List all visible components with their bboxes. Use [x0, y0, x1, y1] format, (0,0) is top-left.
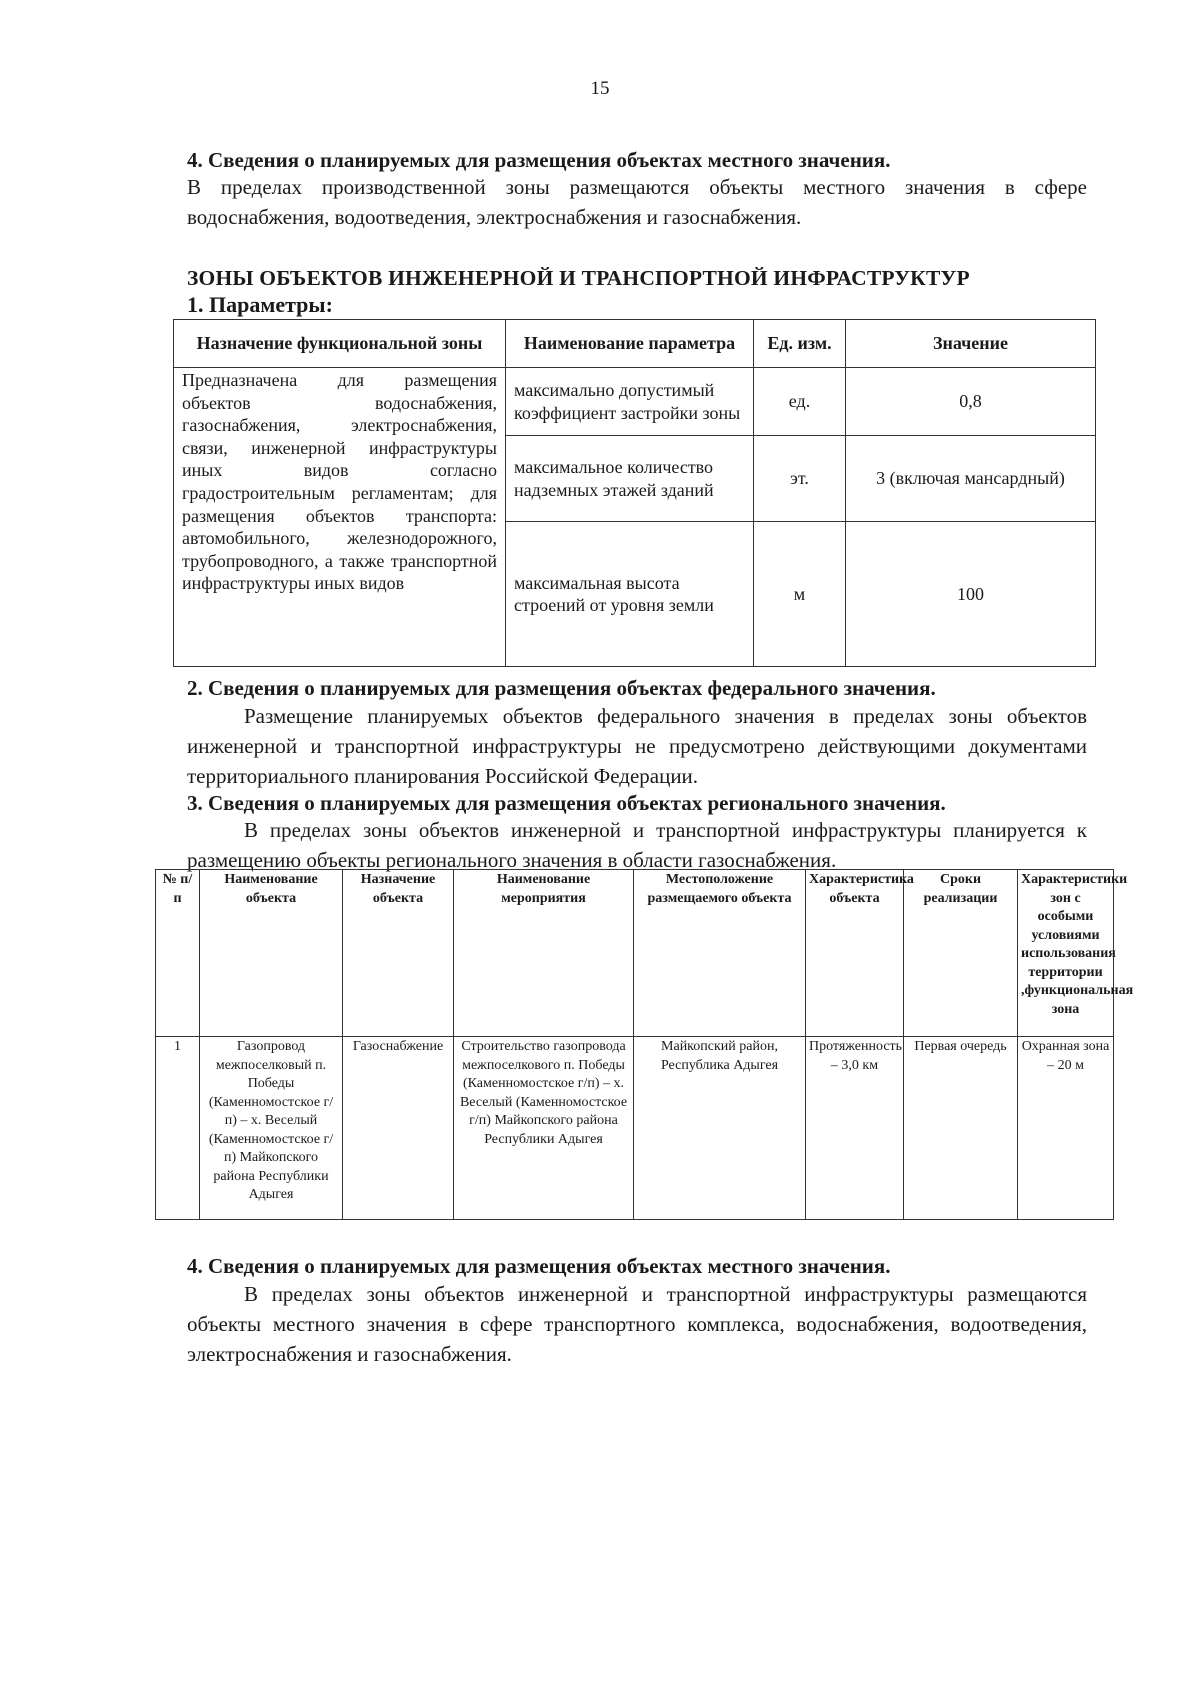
cell-object-purpose: Газоснабжение — [343, 1037, 454, 1220]
header-terms: Сроки реализации — [904, 870, 1018, 1037]
zone-purpose-cell: Предназначена для размещения объектов водоснабжения, газоснабжения, электроснабжения, связи, инженерной инфраструктуры иных видов согласно градостроительным регламентам; для размещения объектов транспорта: автомобильного, железнодорожного, трубопроводного, а также транспортной инфраструктуры иных видов — [174, 368, 506, 667]
header-num: № п/п — [156, 870, 200, 1037]
param-name-cell: максимально допустимый коэффициент застройки зоны — [506, 368, 754, 436]
param-value-cell: 3 (включая мансардный) — [846, 436, 1096, 522]
param-unit-cell: эт. — [754, 436, 846, 522]
params-heading: 1. Параметры: — [187, 292, 333, 317]
param-value-cell: 100 — [846, 522, 1096, 667]
header-characteristic: Характеристика объекта — [806, 870, 904, 1037]
param-unit-cell: ед. — [754, 368, 846, 436]
section-2-text: Размещение планируемых объектов федерального значения в пределах зоны объектов инженерной и транспортной инфраструктуры не предусмотрено действующими документами территориального планирования Российской Федерации. — [187, 704, 1087, 788]
cell-zones: Охранная зона – 20 м — [1018, 1037, 1114, 1220]
header-zones: Характеристики зон с особыми условиями использования территории ,функциональная зона — [1018, 870, 1114, 1037]
section-4-infra-text: В пределах зоны объектов инженерной и транспортной инфраструктуры размещаются объекты местного значения в сфере транспортного комплекса, водоснабжения, водоотведения, электроснабжения и газоснабжения. — [187, 1282, 1087, 1366]
parameters-header-row — [174, 320, 1096, 368]
cell-location: Майкопский район, Республика Адыгея — [634, 1037, 806, 1220]
cell-terms: Первая очередь — [904, 1037, 1018, 1220]
header-object-purpose: Назначение объекта — [343, 870, 454, 1037]
header-object-name: Наименование объекта — [200, 870, 343, 1037]
header-location: Местоположение размещаемого объекта — [634, 870, 806, 1037]
section-3-heading: 3. Сведения о планируемых для размещения объектах регионального значения. — [187, 791, 946, 815]
section-4-production-text: В пределах производственной зоны размещаются объекты местного значения в сфере водоснабжения, водоотведения, электроснабжения и газоснабжения. — [187, 175, 1087, 229]
cell-object-name: Газопровод межпоселковый п. Победы (Каменномостское г/п) – х. Веселый (Каменномостское г/п) Майкопского района Республики Адыгея — [200, 1037, 343, 1220]
table-row — [174, 368, 1096, 436]
regional-header-row — [156, 870, 1114, 1037]
cell-characteristic: Протяженность – 3,0 км — [806, 1037, 904, 1220]
param-name-cell: максимальное количество надземных этажей зданий — [506, 436, 754, 522]
param-unit-cell: м — [754, 522, 846, 667]
section-4-infra-heading: 4. Сведения о планируемых для размещения объектах местного значения. — [187, 1254, 891, 1278]
section-3-text: В пределах зоны объектов инженерной и транспортной инфраструктуры планируется к размещению объекты регионального значения в области газоснабжения. — [187, 818, 1087, 872]
page-number: 15 — [590, 78, 610, 99]
header-unit: Ед. изм. — [754, 320, 846, 368]
parameters-table — [173, 319, 1096, 667]
header-value: Значение — [846, 320, 1096, 368]
header-purpose: Назначение функциональной зоны — [174, 320, 506, 368]
table-row — [156, 1037, 1114, 1220]
section-2-heading: 2. Сведения о планируемых для размещения объектах федерального значения. — [187, 676, 936, 700]
section-4-production-heading: 4. Сведения о планируемых для размещения объектах местного значения. — [187, 148, 891, 172]
cell-num: 1 — [156, 1037, 200, 1220]
regional-objects-table — [155, 869, 1134, 1220]
header-event-name: Наименование мероприятия — [454, 870, 634, 1037]
zone-title: ЗОНЫ ОБЪЕКТОВ ИНЖЕНЕРНОЙ И ТРАНСПОРТНОЙ ИНФРАСТРУКТУР — [187, 266, 970, 290]
param-value-cell: 0,8 — [846, 368, 1096, 436]
param-name-cell: максимальная высота строений от уровня земли — [506, 522, 754, 667]
header-param: Наименование параметра — [506, 320, 754, 368]
cell-event-name: Строительство газопровода межпоселкового п. Победы (Каменномостское г/п) – х. Веселый (Каменномостское г/п) Майкопского района Республики Адыгея — [454, 1037, 634, 1220]
